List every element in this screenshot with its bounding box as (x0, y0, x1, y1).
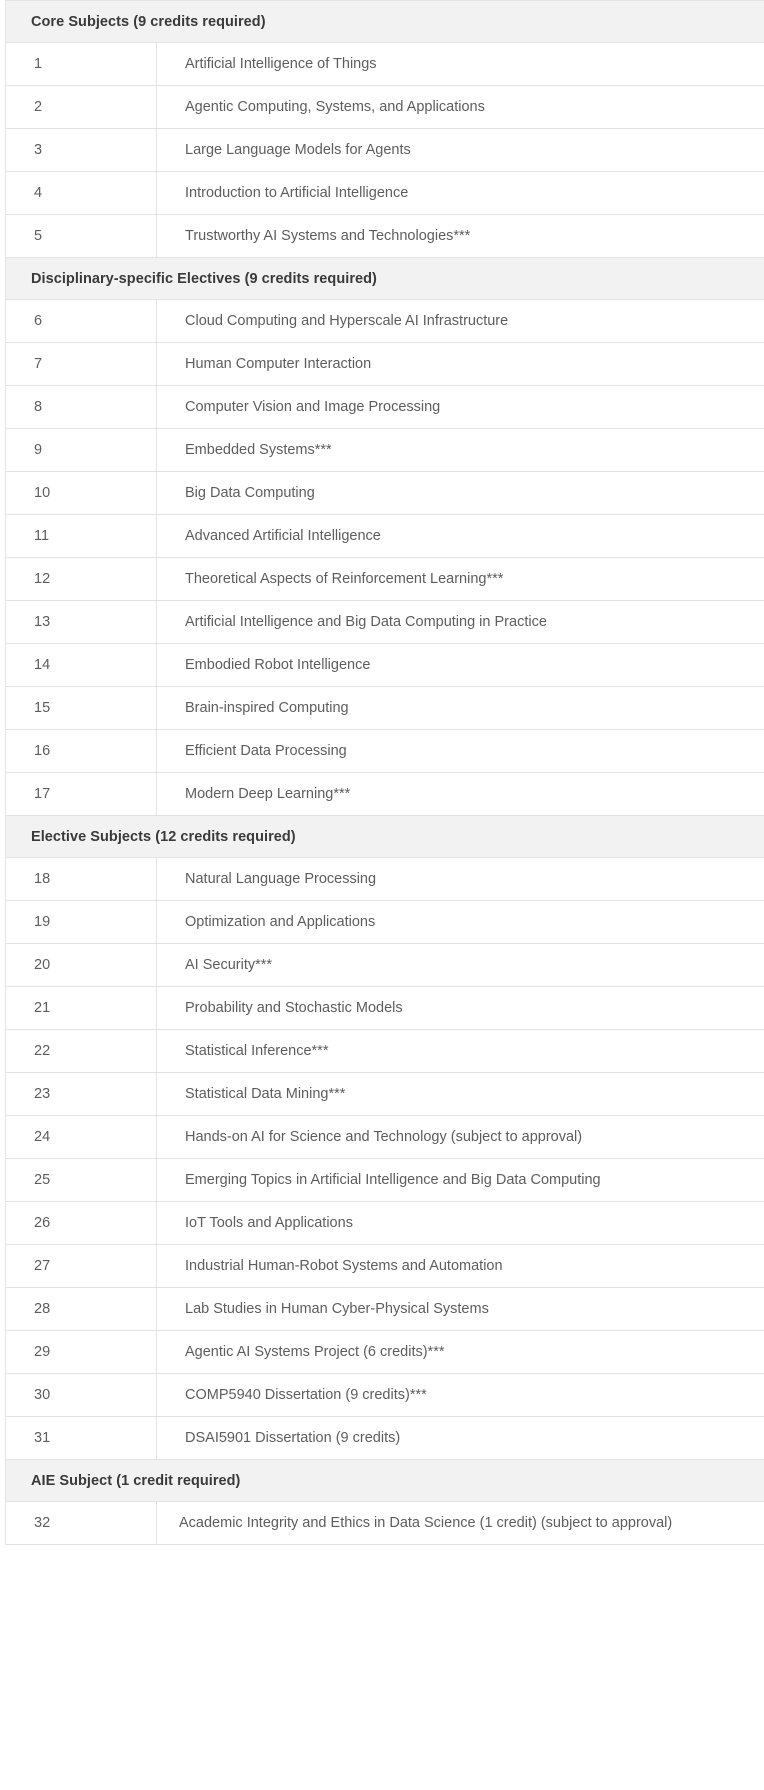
subject-name: Statistical Inference*** (157, 1030, 764, 1073)
subject-name: Large Language Models for Agents (157, 129, 764, 172)
subject-name: Introduction to Artificial Intelligence (157, 172, 764, 215)
table-row (6, 386, 764, 429)
subject-number: 20 (6, 944, 157, 987)
subject-number: 18 (6, 858, 157, 901)
subject-number: 15 (6, 687, 157, 730)
subject-name: Human Computer Interaction (157, 343, 764, 386)
subject-name: Industrial Human-Robot Systems and Automation (157, 1245, 764, 1288)
table-row (6, 858, 764, 901)
table-row (6, 86, 764, 129)
subject-number: 19 (6, 901, 157, 944)
subject-name: Embedded Systems*** (157, 429, 764, 472)
subject-number: 16 (6, 730, 157, 773)
table-row (6, 300, 764, 343)
section-heading: Disciplinary-specific Electives (9 credits required) (6, 258, 764, 300)
subject-name: AI Security*** (157, 944, 764, 987)
subject-number: 21 (6, 987, 157, 1030)
subject-number: 10 (6, 472, 157, 515)
subject-number: 27 (6, 1245, 157, 1288)
section-header-row (6, 816, 764, 858)
subject-number: 9 (6, 429, 157, 472)
table-row (6, 1073, 764, 1116)
subject-name: COMP5940 Dissertation (9 credits)*** (157, 1374, 764, 1417)
table-row (6, 215, 764, 258)
subject-name: IoT Tools and Applications (157, 1202, 764, 1245)
subject-name: Academic Integrity and Ethics in Data Science (1 credit) (subject to approval) (157, 1502, 764, 1545)
subject-name: Probability and Stochastic Models (157, 987, 764, 1030)
subject-name: Modern Deep Learning*** (157, 773, 764, 816)
subject-number: 23 (6, 1073, 157, 1116)
section-header-row (6, 1, 764, 43)
subject-number: 6 (6, 300, 157, 343)
section-heading: AIE Subject (1 credit required) (6, 1460, 764, 1502)
subject-number: 2 (6, 86, 157, 129)
curriculum-requirements-table (5, 0, 764, 1545)
table-row (6, 472, 764, 515)
subject-name: Big Data Computing (157, 472, 764, 515)
subject-name: Hands-on AI for Science and Technology (subject to approval) (157, 1116, 764, 1159)
table-row (6, 773, 764, 816)
subject-number: 32 (6, 1502, 157, 1545)
table-row (6, 644, 764, 687)
subject-number: 26 (6, 1202, 157, 1245)
table-row (6, 1502, 764, 1545)
subject-number: 17 (6, 773, 157, 816)
section-header-row (6, 258, 764, 300)
table-row (6, 987, 764, 1030)
table-row (6, 901, 764, 944)
section-heading: Core Subjects (9 credits required) (6, 1, 764, 43)
subject-name: Artificial Intelligence and Big Data Computing in Practice (157, 601, 764, 644)
subject-number: 25 (6, 1159, 157, 1202)
table-row (6, 1374, 764, 1417)
table-row (6, 1331, 764, 1374)
table-row (6, 429, 764, 472)
subject-name: Emerging Topics in Artificial Intelligence and Big Data Computing (157, 1159, 764, 1202)
table-row (6, 687, 764, 730)
subject-name: Lab Studies in Human Cyber-Physical Systems (157, 1288, 764, 1331)
subject-number: 1 (6, 43, 157, 86)
table-row (6, 944, 764, 987)
table-row (6, 515, 764, 558)
subject-number: 13 (6, 601, 157, 644)
table-row (6, 601, 764, 644)
table-row (6, 43, 764, 86)
subject-number: 5 (6, 215, 157, 258)
subject-name: Efficient Data Processing (157, 730, 764, 773)
subject-name: Theoretical Aspects of Reinforcement Learning*** (157, 558, 764, 601)
subject-number: 7 (6, 343, 157, 386)
subject-number: 3 (6, 129, 157, 172)
subject-name: Trustworthy AI Systems and Technologies*** (157, 215, 764, 258)
section-heading: Elective Subjects (12 credits required) (6, 816, 764, 858)
table-row (6, 1288, 764, 1331)
subject-name: Brain-inspired Computing (157, 687, 764, 730)
subject-name: DSAI5901 Dissertation (9 credits) (157, 1417, 764, 1460)
table-row (6, 1159, 764, 1202)
subject-number: 4 (6, 172, 157, 215)
subject-number: 22 (6, 1030, 157, 1073)
subject-name: Cloud Computing and Hyperscale AI Infrastructure (157, 300, 764, 343)
table-row (6, 1245, 764, 1288)
subject-name: Computer Vision and Image Processing (157, 386, 764, 429)
subject-number: 31 (6, 1417, 157, 1460)
subject-number: 8 (6, 386, 157, 429)
table-row (6, 343, 764, 386)
table-row (6, 1202, 764, 1245)
subject-name: Embodied Robot Intelligence (157, 644, 764, 687)
table-body (6, 1, 764, 1545)
subject-number: 24 (6, 1116, 157, 1159)
subject-number: 29 (6, 1331, 157, 1374)
subject-number: 11 (6, 515, 157, 558)
section-header-row (6, 1460, 764, 1502)
table-row (6, 129, 764, 172)
subject-number: 28 (6, 1288, 157, 1331)
table-row (6, 1417, 764, 1460)
subject-name: Optimization and Applications (157, 901, 764, 944)
subject-name: Artificial Intelligence of Things (157, 43, 764, 86)
table-row (6, 730, 764, 773)
subject-number: 30 (6, 1374, 157, 1417)
subject-name: Statistical Data Mining*** (157, 1073, 764, 1116)
table-row (6, 558, 764, 601)
subject-name: Agentic Computing, Systems, and Applications (157, 86, 764, 129)
subject-name: Agentic AI Systems Project (6 credits)*** (157, 1331, 764, 1374)
subject-name: Natural Language Processing (157, 858, 764, 901)
table-row (6, 1116, 764, 1159)
subject-number: 14 (6, 644, 157, 687)
table-row (6, 172, 764, 215)
subject-name: Advanced Artificial Intelligence (157, 515, 764, 558)
table-row (6, 1030, 764, 1073)
subject-number: 12 (6, 558, 157, 601)
